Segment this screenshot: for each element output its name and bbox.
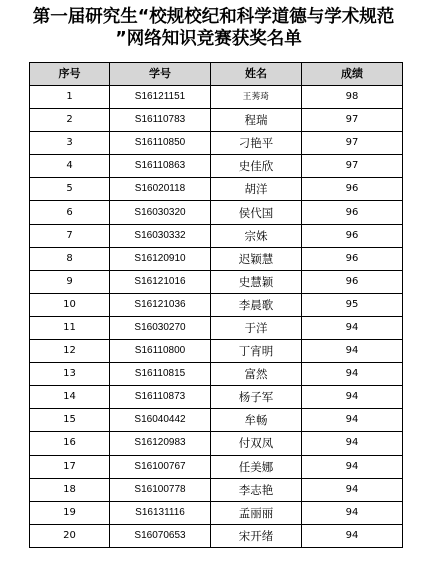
- cell-index: 11: [30, 316, 110, 339]
- cell-name: 王莠琦: [211, 86, 302, 109]
- document-title: [0, 6, 427, 50]
- table-row: [30, 432, 403, 455]
- table-row: [30, 363, 403, 386]
- cell-student-id: S16100778: [110, 478, 211, 501]
- cell-name: 迟颖慧: [211, 247, 302, 270]
- table-row: [30, 501, 403, 524]
- cell-index: 13: [30, 363, 110, 386]
- cell-index: 3: [30, 132, 110, 155]
- cell-student-id: S16110873: [110, 386, 211, 409]
- cell-name: 于洋: [211, 316, 302, 339]
- cell-name: 胡洋: [211, 178, 302, 201]
- cell-name: 史慧颖: [211, 270, 302, 293]
- cell-index: 12: [30, 340, 110, 363]
- table-row: [30, 224, 403, 247]
- cell-name: 刁艳平: [211, 132, 302, 155]
- cell-name: 程瑞: [211, 109, 302, 132]
- header-index: 序号: [30, 63, 110, 86]
- cell-student-id: S16121016: [110, 270, 211, 293]
- cell-name: 李志艳: [211, 478, 302, 501]
- cell-name: 丁宵明: [211, 340, 302, 363]
- table-row: [30, 86, 403, 109]
- table-header-row: [30, 63, 403, 86]
- cell-index: 1: [30, 86, 110, 109]
- cell-score: 96: [302, 247, 403, 270]
- cell-student-id: S16110863: [110, 155, 211, 178]
- table-row: [30, 270, 403, 293]
- cell-name: 杨子军: [211, 386, 302, 409]
- cell-student-id: S16030332: [110, 224, 211, 247]
- table-row: [30, 455, 403, 478]
- cell-name: 任美娜: [211, 455, 302, 478]
- cell-score: 96: [302, 270, 403, 293]
- cell-student-id: S16030320: [110, 201, 211, 224]
- cell-student-id: S16070653: [110, 524, 211, 547]
- table-row: [30, 478, 403, 501]
- header-student-id: 学号: [110, 63, 211, 86]
- cell-name: 宋开绪: [211, 524, 302, 547]
- cell-student-id: S16121151: [110, 86, 211, 109]
- cell-index: 4: [30, 155, 110, 178]
- table-row: [30, 386, 403, 409]
- cell-student-id: S16110815: [110, 363, 211, 386]
- table-body: [30, 86, 403, 548]
- cell-index: 8: [30, 247, 110, 270]
- cell-name: 富然: [211, 363, 302, 386]
- title-line-2: ”网络知识竞赛获奖名单: [115, 29, 302, 49]
- table-row: [30, 132, 403, 155]
- table-row: [30, 109, 403, 132]
- cell-index: 2: [30, 109, 110, 132]
- table-row: [30, 340, 403, 363]
- table-row: [30, 409, 403, 432]
- cell-index: 18: [30, 478, 110, 501]
- cell-score: 94: [302, 524, 403, 547]
- cell-index: 20: [30, 524, 110, 547]
- cell-score: 94: [302, 409, 403, 432]
- cell-score: 97: [302, 132, 403, 155]
- cell-name: 牟畅: [211, 409, 302, 432]
- table-row: [30, 524, 403, 547]
- cell-student-id: S16030270: [110, 316, 211, 339]
- cell-score: 94: [302, 340, 403, 363]
- cell-score: 95: [302, 293, 403, 316]
- cell-name: 孟丽丽: [211, 501, 302, 524]
- cell-score: 98: [302, 86, 403, 109]
- cell-score: 96: [302, 224, 403, 247]
- table-row: [30, 316, 403, 339]
- cell-score: 94: [302, 316, 403, 339]
- cell-score: 94: [302, 386, 403, 409]
- cell-name: 李晨歌: [211, 293, 302, 316]
- cell-index: 14: [30, 386, 110, 409]
- cell-name: 侯代国: [211, 201, 302, 224]
- table-row: [30, 293, 403, 316]
- award-table: [29, 62, 403, 548]
- table-row: [30, 178, 403, 201]
- cell-score: 96: [302, 178, 403, 201]
- cell-score: 96: [302, 201, 403, 224]
- table-row: [30, 247, 403, 270]
- cell-student-id: S16131116: [110, 501, 211, 524]
- cell-index: 7: [30, 224, 110, 247]
- cell-index: 9: [30, 270, 110, 293]
- cell-score: 94: [302, 501, 403, 524]
- cell-name: 史佳欣: [211, 155, 302, 178]
- cell-student-id: S16020118: [110, 178, 211, 201]
- cell-index: 17: [30, 455, 110, 478]
- cell-student-id: S16120910: [110, 247, 211, 270]
- header-score: 成绩: [302, 63, 403, 86]
- table-row: [30, 155, 403, 178]
- cell-student-id: S16121036: [110, 293, 211, 316]
- cell-name: 宗姝: [211, 224, 302, 247]
- cell-score: 94: [302, 478, 403, 501]
- cell-score: 97: [302, 109, 403, 132]
- cell-score: 94: [302, 455, 403, 478]
- cell-student-id: S16110850: [110, 132, 211, 155]
- cell-index: 15: [30, 409, 110, 432]
- cell-student-id: S16100767: [110, 455, 211, 478]
- cell-name: 付双凤: [211, 432, 302, 455]
- cell-student-id: S16110800: [110, 340, 211, 363]
- cell-score: 94: [302, 363, 403, 386]
- cell-index: 5: [30, 178, 110, 201]
- table-row: [30, 201, 403, 224]
- header-name: 姓名: [211, 63, 302, 86]
- cell-student-id: S16120983: [110, 432, 211, 455]
- cell-index: 19: [30, 501, 110, 524]
- cell-student-id: S16040442: [110, 409, 211, 432]
- cell-student-id: S16110783: [110, 109, 211, 132]
- cell-index: 16: [30, 432, 110, 455]
- title-line-1: 第一届研究生“校规校纪和科学道德与学术规范: [32, 7, 395, 27]
- cell-index: 6: [30, 201, 110, 224]
- cell-score: 97: [302, 155, 403, 178]
- cell-score: 94: [302, 432, 403, 455]
- cell-index: 10: [30, 293, 110, 316]
